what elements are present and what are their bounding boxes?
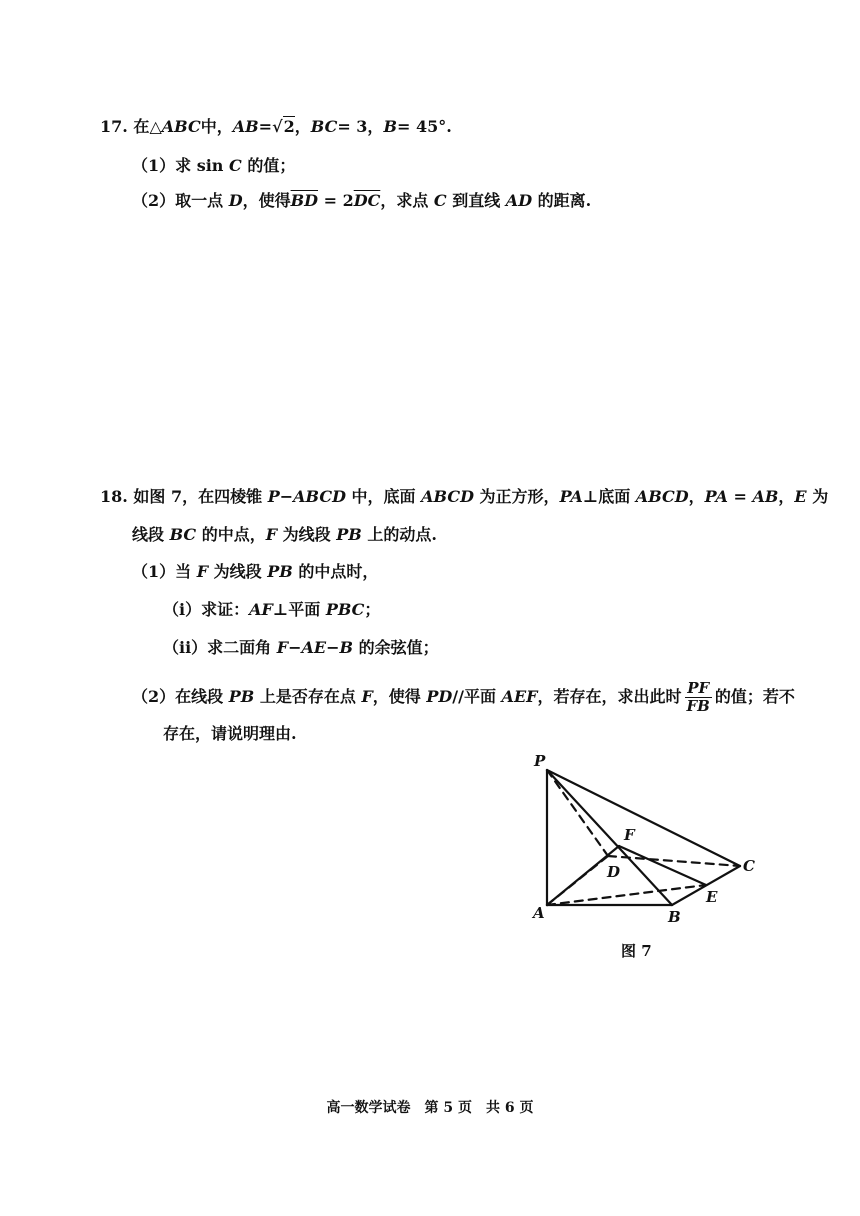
fraction-denominator: FB	[686, 697, 710, 715]
q17-tri-name: ABC	[161, 117, 201, 136]
q17-text: 在	[133, 117, 150, 136]
q18-text: 为线段	[277, 525, 337, 544]
part-text: ，使得	[242, 191, 291, 210]
part-var: AF	[249, 600, 273, 619]
part-text: 到直线	[446, 191, 506, 210]
q18-var: F	[265, 525, 278, 544]
q18-var: PB	[336, 525, 362, 544]
part-number: （2）	[132, 191, 176, 210]
q18-text: 如图 7，在四棱锥	[133, 487, 268, 506]
part-text: 的中点时，	[292, 562, 379, 581]
label-c: C	[743, 857, 755, 875]
fraction-numerator: PF	[685, 680, 712, 698]
q17-text: 中，	[200, 117, 233, 136]
q17-bc-value: = 3，	[337, 117, 384, 136]
part-text: ，若存在，求出此时	[537, 687, 682, 706]
part-text: ⊥平面	[272, 600, 326, 619]
part-var: F	[361, 687, 373, 706]
part-text: 求 sin	[175, 156, 230, 175]
q18-text: ，	[688, 487, 705, 506]
part-text: //平面	[452, 687, 502, 706]
part-var: PD	[426, 687, 453, 706]
q17-bc: BC	[310, 117, 338, 136]
part-var: F	[196, 562, 209, 581]
part-text: 为线段	[208, 562, 268, 581]
part-text: 的距离.	[532, 191, 592, 210]
q17-ab: AB	[232, 117, 259, 136]
segment-ae-dashed	[547, 885, 706, 905]
label-d: D	[607, 863, 621, 881]
q17-number: 17.	[100, 117, 128, 136]
part-text: = 2	[318, 191, 354, 210]
part-var: AD	[505, 191, 533, 210]
sqrt-symbol: √	[272, 117, 283, 136]
q18-text: 为正方形，	[473, 487, 560, 506]
subpart-number: （i）	[163, 600, 202, 619]
vector-dc: $\overline{DC}$	[353, 191, 381, 210]
sqrt-value: 2	[283, 117, 295, 136]
edge-pd-dashed	[547, 770, 608, 856]
part-var: PB	[228, 687, 255, 706]
part-var: AEF	[501, 687, 538, 706]
page-footer: 高一数学试卷 第 5 页 共 6 页	[326, 1100, 534, 1116]
subpart-number: （ii）	[163, 638, 208, 657]
q17-angle-b: B	[383, 117, 397, 136]
q17-eq: =	[258, 117, 273, 136]
part-text: 上是否存在点	[254, 687, 362, 706]
label-p: P	[534, 752, 546, 770]
q17-text: ，	[294, 117, 311, 136]
q18-var: PA	[704, 487, 728, 506]
q18-var: AB	[752, 487, 779, 506]
q18-var: ABCD	[421, 487, 474, 506]
part-text: 的值；	[241, 156, 296, 175]
part-text: ，使得	[372, 687, 427, 706]
q18-var: P−ABCD	[267, 487, 346, 506]
q18-var: E	[794, 487, 807, 506]
part-number: （2）	[132, 687, 176, 706]
part-text: ；	[364, 600, 381, 619]
part-var: C	[433, 191, 447, 210]
part-var: C	[229, 156, 242, 175]
part-var: F−AE−B	[276, 638, 354, 657]
segment-fe	[619, 846, 706, 885]
edge-dc-dashed	[608, 856, 740, 866]
label-a: A	[533, 904, 545, 922]
q18-text: 上的动点.	[361, 525, 437, 544]
edge-pb	[547, 770, 672, 905]
part-text: 的值；若不	[714, 687, 795, 706]
q18-text: 中，底面	[345, 487, 422, 506]
part-text: ，求点	[380, 191, 434, 210]
part-text: 求证：	[201, 600, 250, 619]
q18-text: 的中点，	[196, 525, 266, 544]
figure-caption: 图 7	[621, 942, 652, 960]
part-var: PBC	[325, 600, 365, 619]
q17-angle-b-value: = 45°.	[396, 117, 452, 136]
part-var: D	[228, 191, 243, 210]
part-text: 当	[175, 562, 197, 581]
part-text: 存在，请说明理由.	[163, 724, 297, 743]
q18-text: ，	[778, 487, 795, 506]
q17-tri-symbol: △	[149, 117, 162, 136]
q18-text: 为	[806, 487, 829, 506]
q18-var: PA	[559, 487, 583, 506]
q18-var: ABCD	[635, 487, 689, 506]
q18-text: ⊥底面	[582, 487, 636, 506]
label-f: F	[624, 826, 635, 844]
q18-text: 线段	[132, 525, 170, 544]
edge-pc	[547, 770, 740, 866]
part-number: （1）	[132, 562, 176, 581]
part-var: PB	[267, 562, 293, 581]
q18-number: 18.	[100, 487, 128, 506]
label-e: E	[706, 888, 718, 906]
vector-bd: $\overline{BD}$	[290, 191, 319, 210]
q18-var: BC	[169, 525, 197, 544]
part-text: 取一点	[175, 191, 229, 210]
part-text: 求二面角	[207, 638, 277, 657]
part-text: 在线段	[175, 687, 229, 706]
label-b: B	[668, 908, 681, 926]
q18-text: =	[727, 487, 753, 506]
part-text: 的余弦值；	[353, 638, 439, 657]
part-number: （1）	[132, 156, 176, 175]
